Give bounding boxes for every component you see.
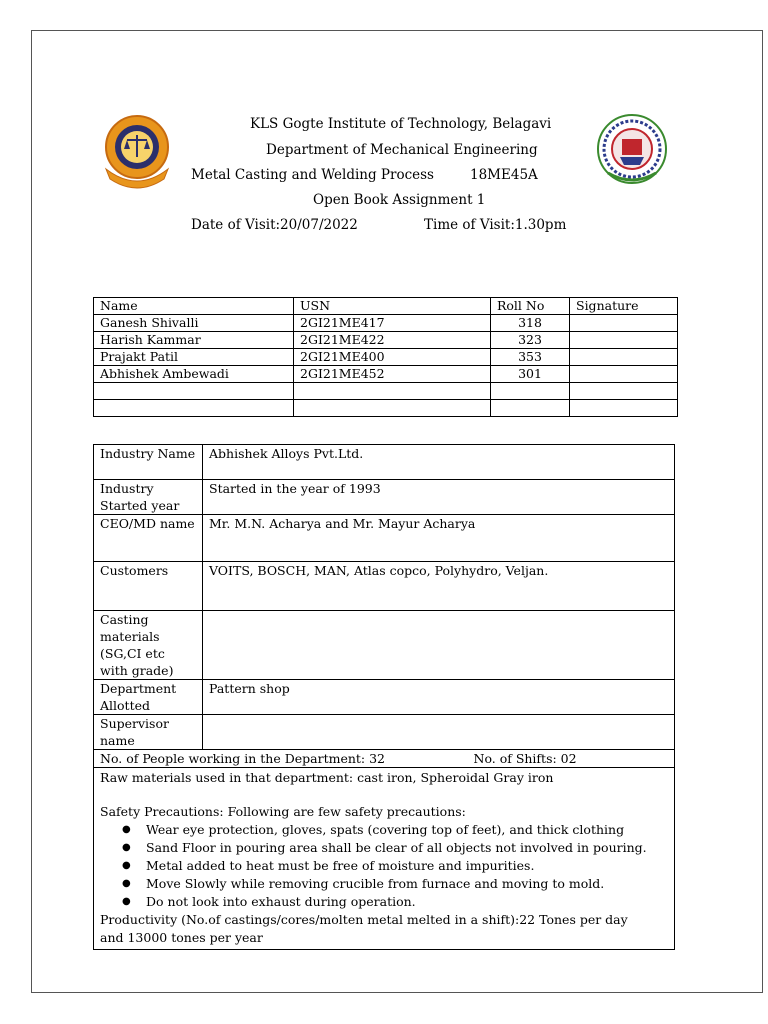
row-industry-name (94, 445, 675, 480)
member-signature (570, 383, 678, 400)
value-casting (203, 611, 675, 680)
member-name: Harish Kammar (94, 332, 294, 349)
label-department: Department Allotted (94, 680, 203, 715)
member-roll (491, 383, 570, 400)
member-signature (570, 315, 678, 332)
member-roll: 301 (491, 366, 570, 383)
member-roll: 353 (491, 349, 570, 366)
member-usn (294, 400, 491, 417)
row-casting (94, 611, 675, 680)
member-signature (570, 332, 678, 349)
productivity-line-1: Productivity (No.of castings/cores/molten metal melted in a shift):22 Tones per day (100, 912, 628, 927)
row-people-shifts (94, 750, 675, 768)
label-customers: Customers (94, 562, 203, 611)
table-row (94, 400, 678, 417)
member-signature (570, 349, 678, 366)
list-item: ● Move Slowly while removing crucible from furnace and moving to mold. (122, 875, 668, 893)
member-roll: 318 (491, 315, 570, 332)
table-row (94, 366, 678, 383)
member-signature (570, 366, 678, 383)
department-name: Department of Mechanical Engineering (266, 142, 538, 158)
label-casting: Casting materials (SG,CI etc with grade) (94, 611, 203, 680)
industry-info-table (93, 444, 675, 950)
list-item: ● Metal added to heat must be free of moisture and impurities. (122, 857, 668, 875)
header-signature: Signature (570, 298, 678, 315)
table-header-row (94, 298, 678, 315)
member-usn (294, 383, 491, 400)
institute-seal-icon (100, 113, 174, 189)
member-usn: 2GI21ME452 (294, 366, 491, 383)
row-department (94, 680, 675, 715)
member-name: Abhishek Ambewadi (94, 366, 294, 383)
course-name: Metal Casting and Welding Process (191, 167, 434, 183)
people-shifts-cell (94, 750, 675, 768)
member-usn: 2GI21ME417 (294, 315, 491, 332)
table-row (94, 383, 678, 400)
label-started-year: Industry Started year (94, 480, 203, 515)
member-roll (491, 400, 570, 417)
time-of-visit: Time of Visit:1.30pm (424, 217, 567, 233)
label-supervisor: Supervisor name (94, 715, 203, 750)
course-code: 18ME45A (470, 167, 538, 183)
member-name (94, 400, 294, 417)
row-customers (94, 562, 675, 611)
member-name: Ganesh Shivalli (94, 315, 294, 332)
value-started-year: Started in the year of 1993 (203, 480, 675, 515)
member-roll: 323 (491, 332, 570, 349)
assignment-title: Open Book Assignment 1 (313, 192, 486, 208)
date-of-visit: Date of Visit:20/07/2022 (191, 217, 358, 233)
member-name: Prajakt Patil (94, 349, 294, 366)
safety-list (100, 821, 668, 911)
table-row (94, 332, 678, 349)
table-row (94, 349, 678, 366)
shift-count: No. of Shifts: 02 (473, 751, 577, 766)
value-supervisor (203, 715, 675, 750)
safety-intro: Safety Precautions: Following are few safety precautions: (100, 804, 466, 819)
member-usn: 2GI21ME422 (294, 332, 491, 349)
people-count: No. of People working in the Department: 32 (100, 751, 386, 766)
members-table (93, 297, 678, 417)
label-industry-name: Industry Name (94, 445, 203, 480)
row-started-year (94, 480, 675, 515)
productivity-line-2: and 13000 tones per year (100, 930, 263, 945)
label-ceo: CEO/MD name (94, 515, 203, 562)
member-name (94, 383, 294, 400)
table-row (94, 315, 678, 332)
university-seal-icon (594, 113, 670, 189)
value-ceo: Mr. M.N. Acharya and Mr. Mayur Acharya (203, 515, 675, 562)
institute-name: KLS Gogte Institute of Technology, Belagavi (250, 116, 552, 132)
list-item: ● Sand Floor in pouring area shall be clear of all objects not involved in pouring. (122, 839, 668, 857)
row-supervisor (94, 715, 675, 750)
member-usn: 2GI21ME400 (294, 349, 491, 366)
header-name: Name (94, 298, 294, 315)
list-item: ● Wear eye protection, gloves, spats (covering top of feet), and thick clothing (122, 821, 668, 839)
raw-materials: Raw materials used in that department: cast iron, Spheroidal Gray iron (100, 770, 554, 785)
details-cell (94, 768, 675, 950)
row-ceo (94, 515, 675, 562)
row-details (94, 768, 675, 950)
list-item: ● Do not look into exhaust during operation. (122, 893, 668, 911)
header-usn: USN (294, 298, 491, 315)
header-roll: Roll No (491, 298, 570, 315)
member-signature (570, 400, 678, 417)
value-customers: VOITS, BOSCH, MAN, Atlas copco, Polyhydro, Veljan. (203, 562, 675, 611)
value-industry-name: Abhishek Alloys Pvt.Ltd. (203, 445, 675, 480)
value-department: Pattern shop (203, 680, 675, 715)
